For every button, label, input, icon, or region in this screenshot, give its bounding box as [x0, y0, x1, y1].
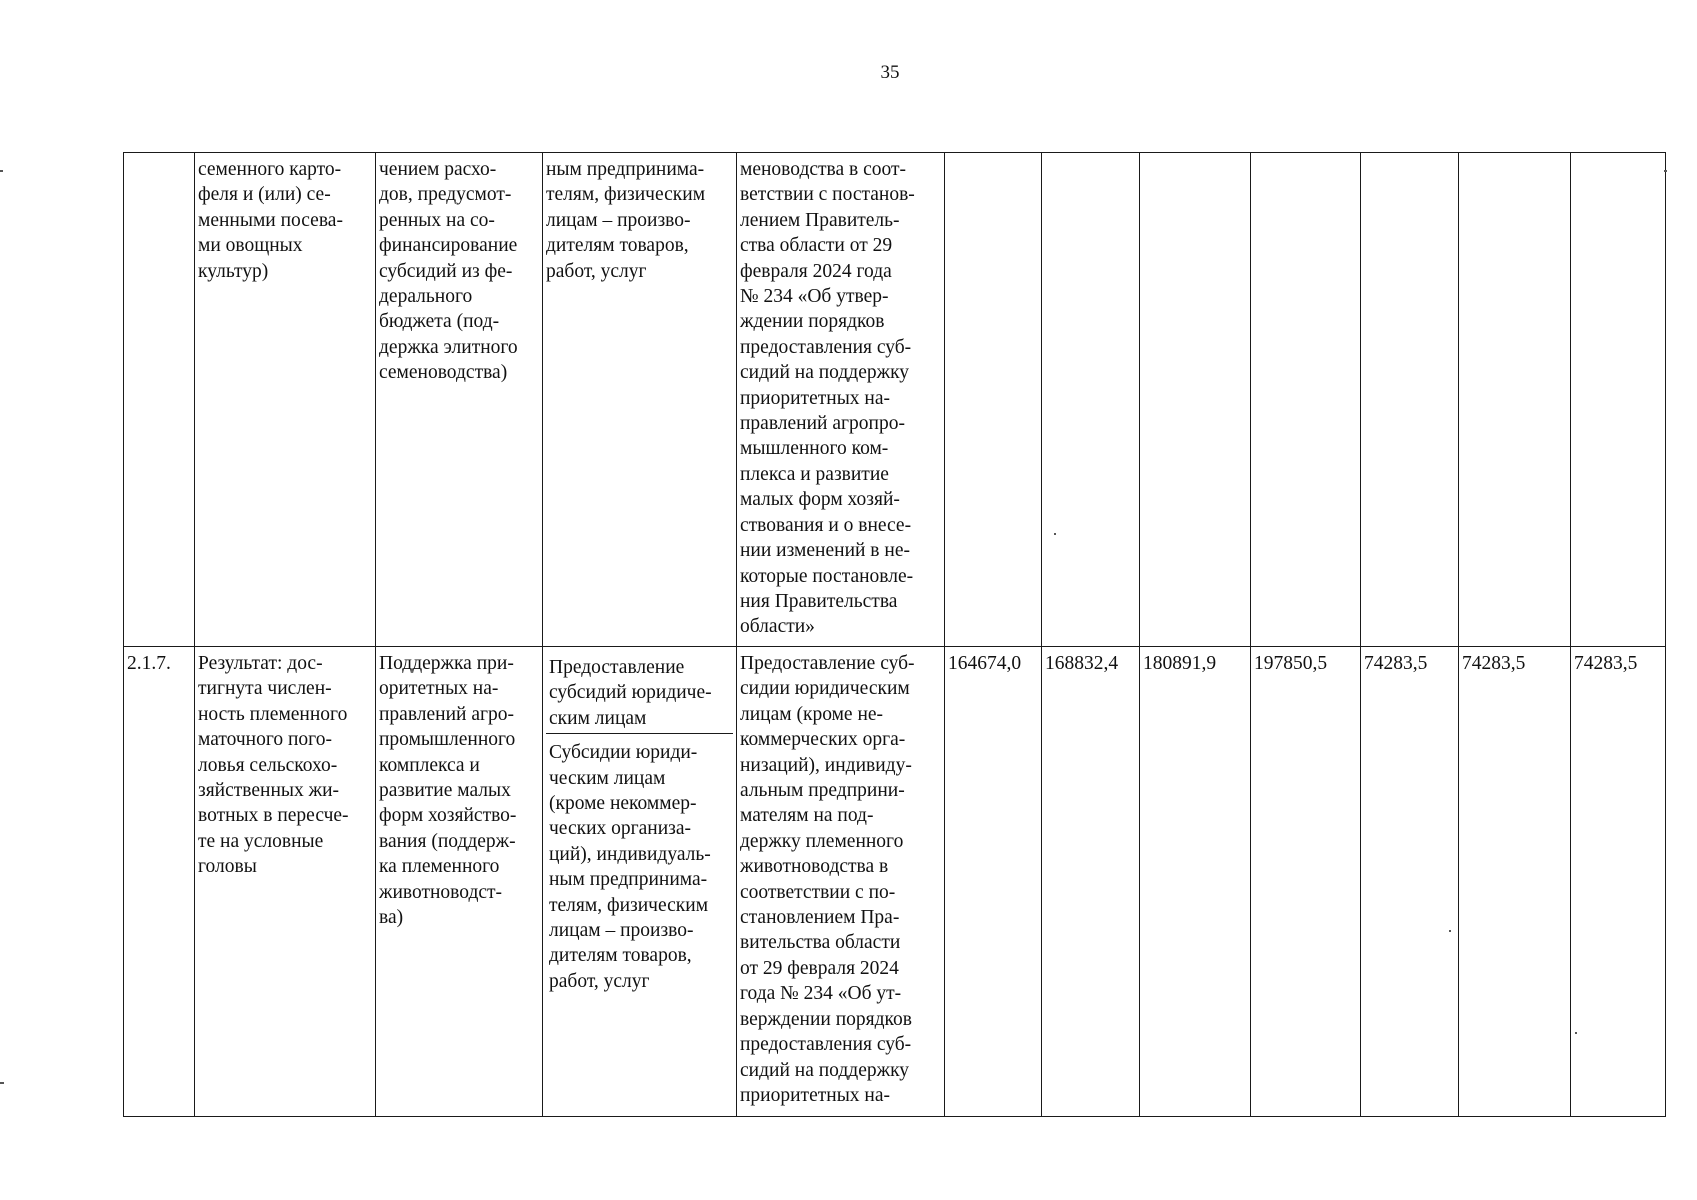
recipient-subcell-header: Предоставление субсидий юридиче- ским лицам [546, 651, 733, 734]
scan-speck [1054, 533, 1056, 535]
recipient-cell [543, 647, 737, 1117]
page-number: 35 [880, 62, 900, 83]
value-cell [1042, 153, 1140, 647]
direction-cell: чением расхо- дов, предусмот- ренных на со- финансирование субсидий из фе- дерального бюджета (под- держка элитного семеноводства) [376, 153, 543, 647]
scan-speck [1575, 1032, 1577, 1034]
value-cell: 197850,5 [1251, 647, 1361, 1117]
direction-cell: Поддержка при- оритетных на- правлений агро- промышленного комплекса и развитие малых форм хозяйство- вания (поддерж- ка племенного животноводст- ва) [376, 647, 543, 1117]
value-cell [1140, 153, 1251, 647]
scan-speck [1664, 170, 1667, 172]
measure-cell: Предоставление суб- сидии юридическим лицам (кроме не- коммерческих орга- низаций), индивиду- альным предприни- мателям на под- держку племенного животноводства в соответствии с по- становлением Пра- вительства области от 29 февраля 2024 года № 234 «Об ут- верждении порядков предоставления суб- сидий на поддержку приоритетных на- [737, 647, 945, 1117]
value-cell [1251, 153, 1361, 647]
value-cell: 74283,5 [1571, 647, 1666, 1117]
scan-speck [0, 170, 3, 172]
value-cell: 168832,4 [1042, 647, 1140, 1117]
measure-cell: меноводства в соот- ветствии с постанов- лением Правитель- ства области от 29 февраля 2024 года № 234 «Об утвер- ждении порядков предоставления суб- сидий на поддержку приоритетных на- правлений агропро- мышленного ком- плекса и развитие малых форм хозяй- ствования и о внесе- нии изменений в не- которые постановле- ния Правительства области» [737, 153, 945, 647]
row-number-cell [124, 153, 195, 647]
value-cell: 74283,5 [1459, 647, 1571, 1117]
scan-speck [0, 1082, 4, 1084]
result-cell: Результат: дос- тигнута числен- ность племенного маточного пого- ловья сельскохо- зяйственных жи- вотных в пересче- те на условные головы [195, 647, 376, 1117]
scan-speck [1449, 930, 1451, 932]
value-cell [1459, 153, 1571, 647]
value-cell [1571, 153, 1666, 647]
table-row [124, 647, 1666, 1117]
value-cell: 180891,9 [1140, 647, 1251, 1117]
value-cell: 74283,5 [1361, 647, 1459, 1117]
result-cell: семенного карто- феля и (или) се- менными посева- ми овощных культур) [195, 153, 376, 647]
value-cell [945, 153, 1042, 647]
recipient-subcell-body: Субсидии юриди- ческим лицам (кроме некоммер- ческих организа- ций), индивидуаль- ным предпринима- телям, физическим лицам – произво- дителям товаров, работ, услуг [549, 742, 711, 992]
program-table [123, 152, 1666, 1117]
row-number-cell: 2.1.7. [124, 647, 195, 1117]
recipient-cell: ным предпринима- телям, физическим лицам – произво- дителям товаров, работ, услуг [543, 153, 737, 647]
value-cell: 164674,0 [945, 647, 1042, 1117]
table-row [124, 153, 1666, 647]
value-cell [1361, 153, 1459, 647]
